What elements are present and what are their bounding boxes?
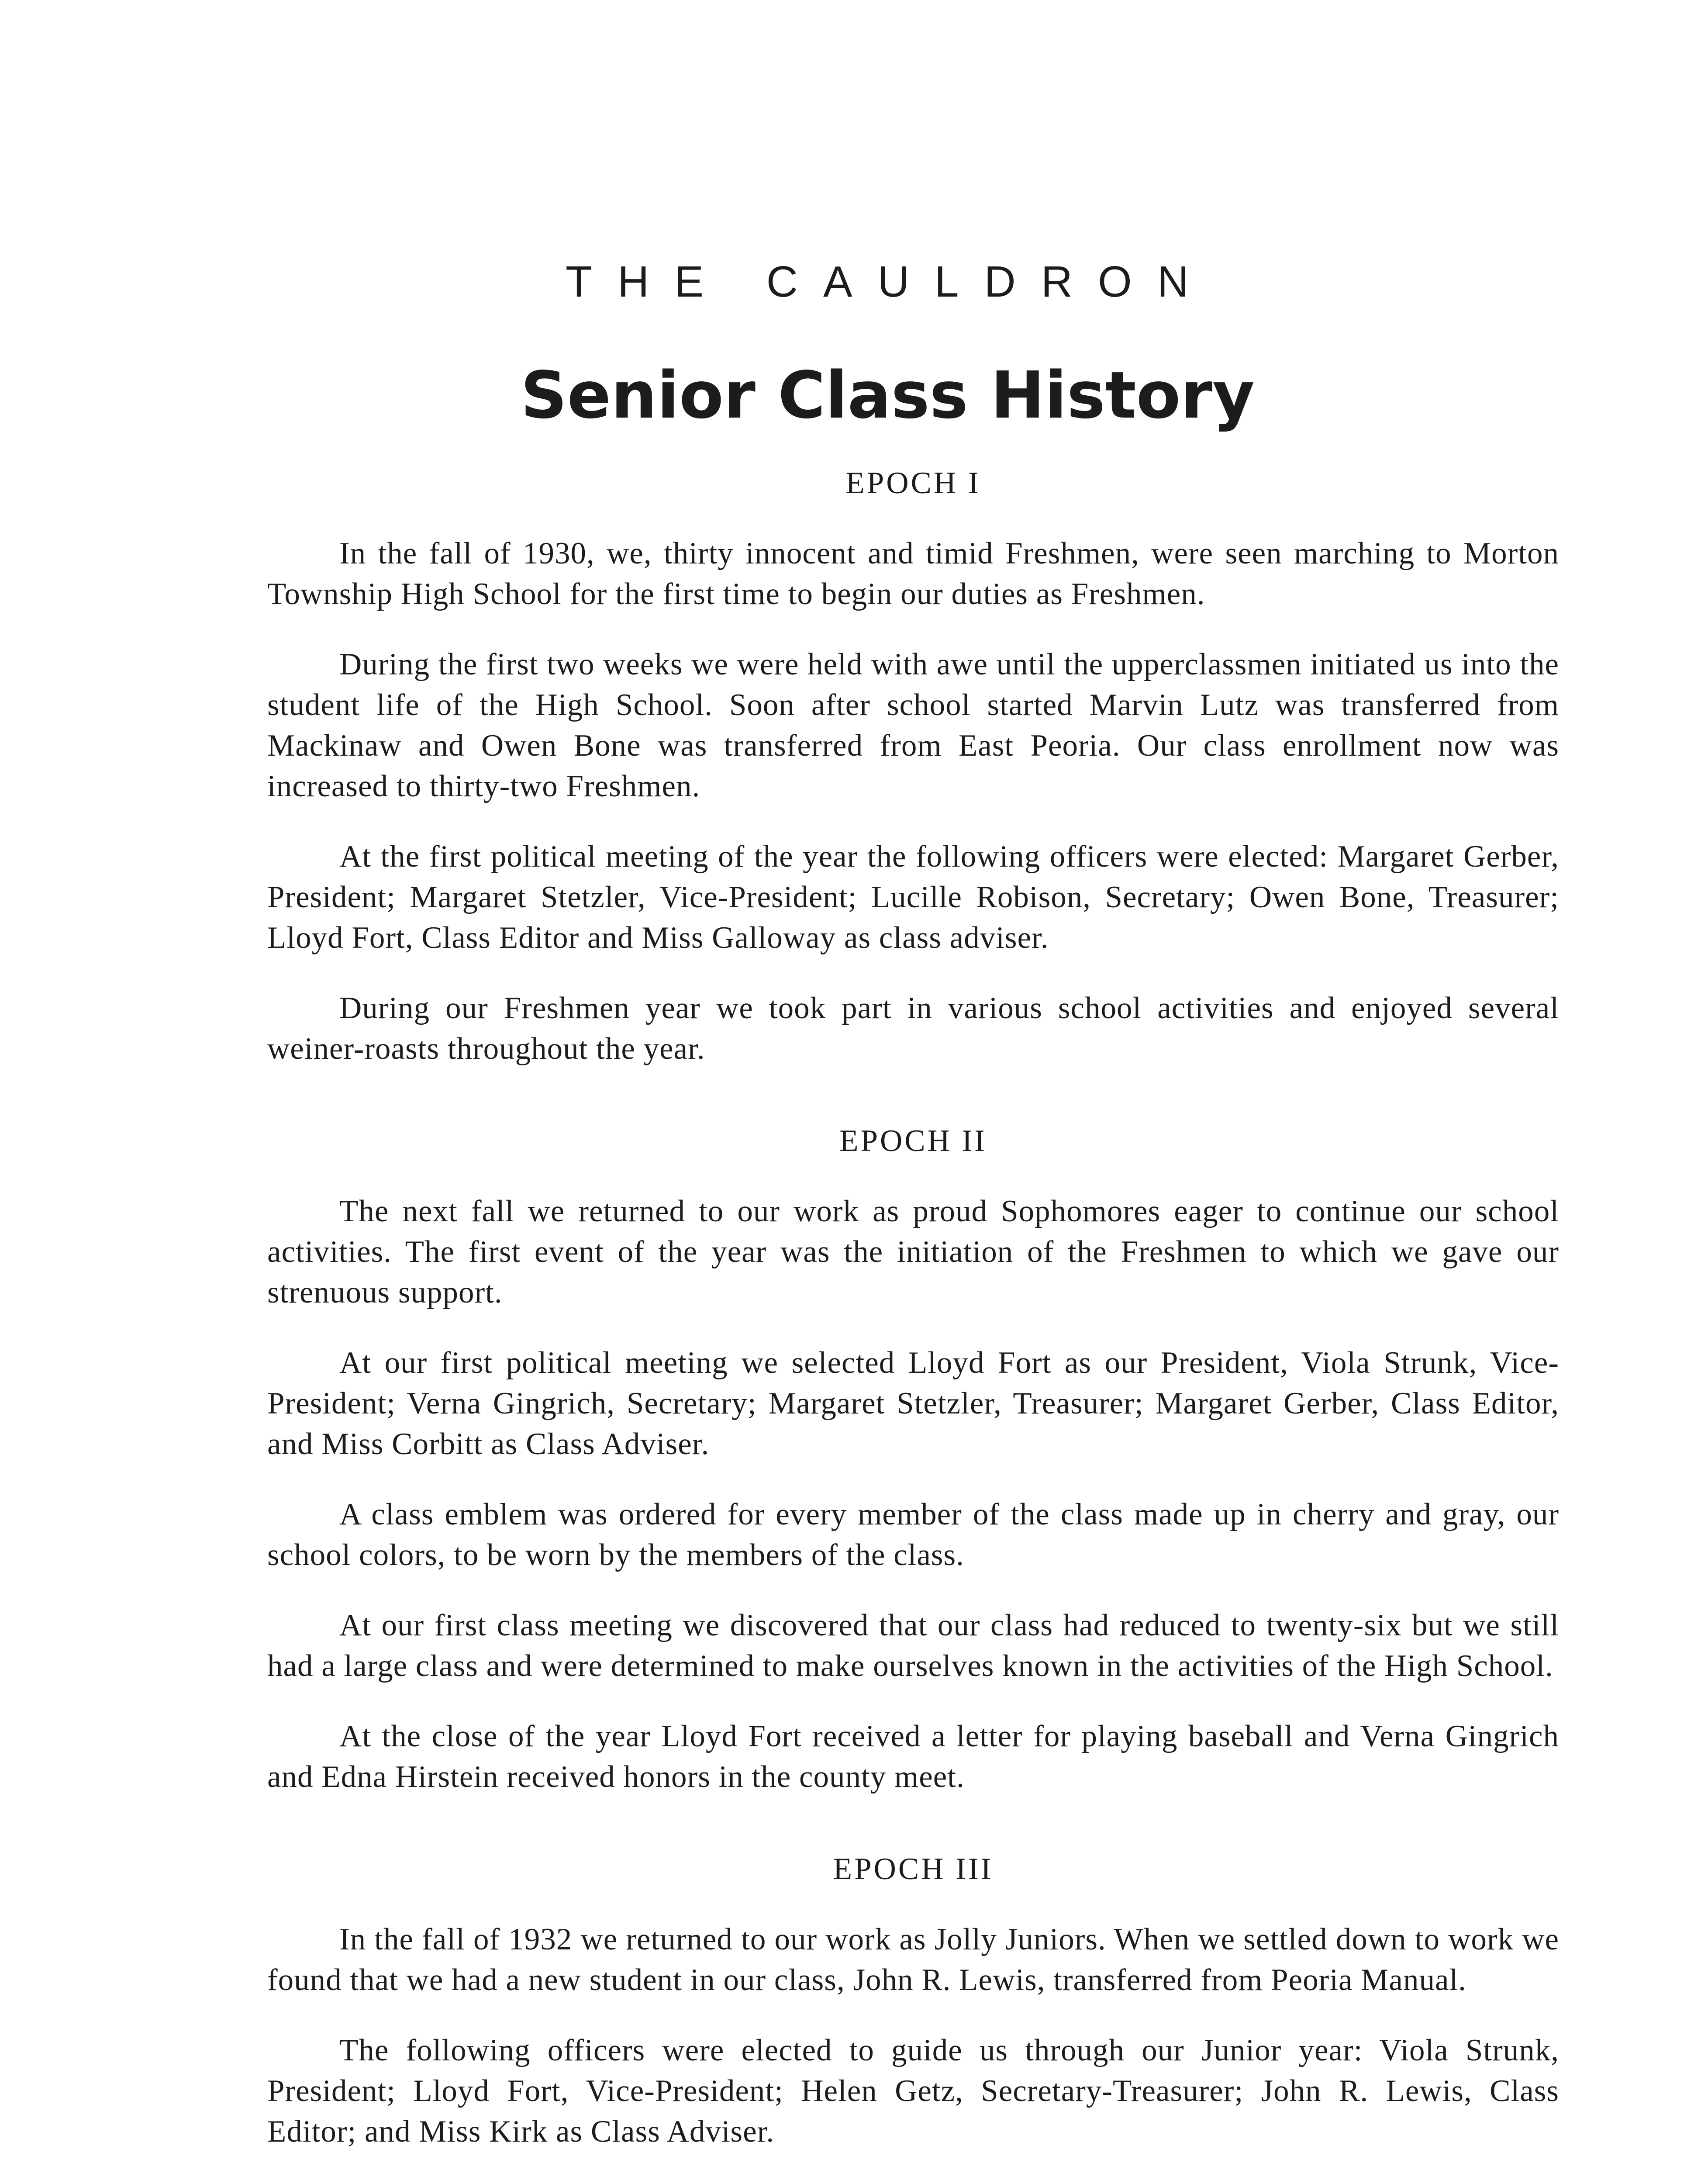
epoch-heading: EPOCH II [839, 1124, 987, 1158]
paragraph: At the first political meeting of the year the following officers were elected: Margaret Gerber, President; Margaret Stetzler, Vice-President; Lucille Robison, Secretary; Owen Bone, Treasurer; Lloyd Fort, Class Editor and Miss Galloway as class adviser. [267, 840, 1559, 955]
running-header: THE CAULDRON [566, 257, 1214, 306]
epoch-heading: EPOCH III [833, 1852, 994, 1886]
paragraph: During the first two weeks we were held with awe until the upperclassmen initiated us into the student life of the High School. Soon after school started Marvin Lutz was transferred from Mackinaw and Owen Bone was transferred from East Peoria. Our class enrollment now was increased to thirty-two Freshmen. [267, 647, 1559, 803]
paragraph: At our first class meeting we discovered that our class had reduced to twenty-six but we still had a large class and were determined to make ourselves known in the activities of the High School. [267, 1608, 1559, 1683]
paragraph: The next fall we returned to our work as proud Sophomores eager to continue our school activities. The first event of the year was the initiation of the Freshmen to which we gave our strenuous support. [267, 1194, 1559, 1310]
paragraph: A class emblem was ordered for every member of the class made up in cherry and gray, our school colors, to be worn by the members of the class. [267, 1497, 1559, 1572]
page-title: Senior Class History [521, 358, 1255, 433]
paragraph: The following officers were elected to guide us through our Junior year: Viola Strunk, President; Lloyd Fort, Vice-President; Helen Getz, Secretary-Treasurer; John R. Lewis, Class Editor; and Miss Kirk as Class Adviser. [267, 2033, 1559, 2149]
paragraph: At our first political meeting we selected Lloyd Fort as our President, Viola Strunk, Vice-President; Verna Gingrich, Secretary; Margaret Stetzler, Treasurer; Margaret Gerber, Class Editor, and Miss Corbitt as Class Adviser. [267, 1346, 1559, 1461]
paragraph: At the close of the year Lloyd Fort received a letter for playing baseball and Verna Gingrich and Edna Hirstein received honors in the county meet. [267, 1719, 1559, 1794]
history-text [267, 463, 1559, 2184]
paragraph: In the fall of 1930, we, thirty innocent and timid Freshmen, were seen marching to Morton Township High School for the first time to begin our duties as Freshmen. [267, 536, 1559, 611]
paragraph: During our Freshmen year we took part in various school activities and enjoyed several weiner-roasts throughout the year. [267, 991, 1559, 1066]
paragraph: In the fall of 1932 we returned to our work as Jolly Juniors. When we settled down to work we found that we had a new student in our class, John R. Lewis, transferred from Peoria Manual. [267, 1922, 1559, 1997]
epoch-heading: EPOCH I [845, 466, 981, 500]
paragraph [267, 2182, 1559, 2184]
